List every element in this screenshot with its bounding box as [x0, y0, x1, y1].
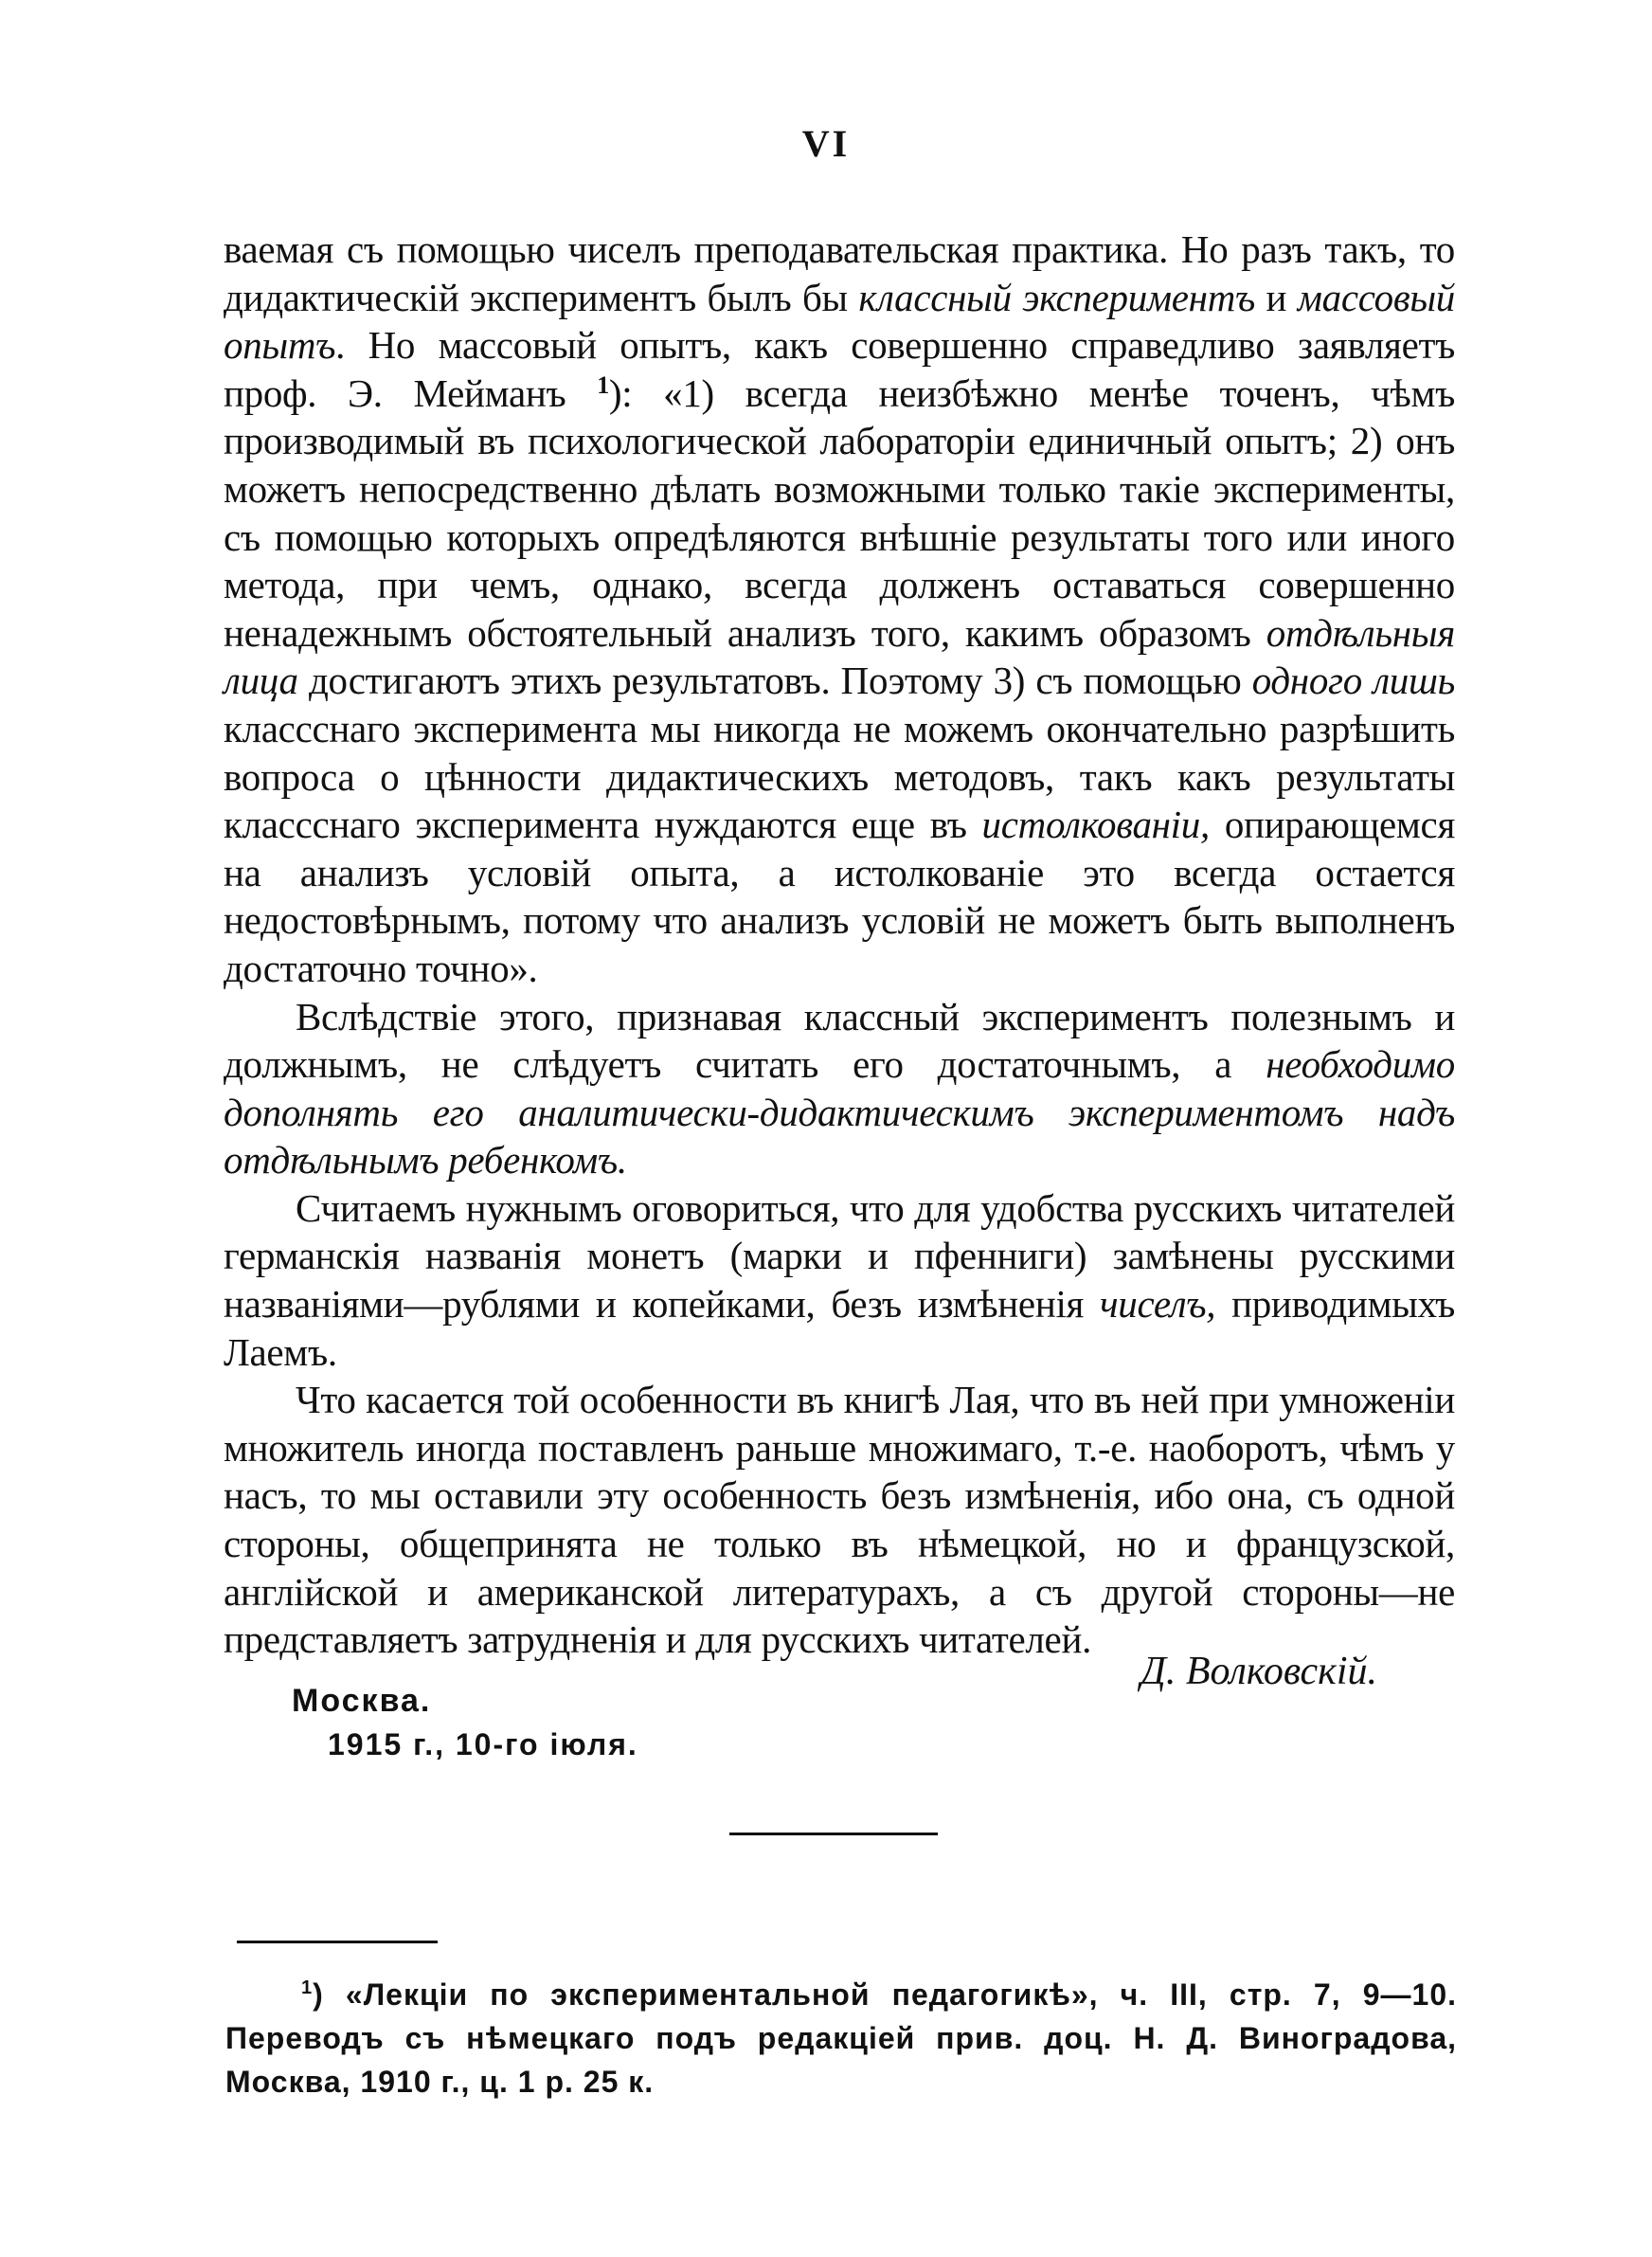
text-run: достигаютъ этихъ результатовъ. Поэтому 3) съ помощью: [297, 659, 1252, 703]
text-run: ): «1) всегда неизбѣжно менѣе точенъ, чѣмъ производимый въ психологической лабораторіи единичный опытъ; 2) онъ можетъ непосредственно дѣлать возможными только такіе эксперименты, съ помощью которыхъ опредѣляются внѣшніе результаты того или иного метода, при чемъ, однако, всегда долженъ оставаться совершенно ненадежнымъ обстоятельный анализъ того, какимъ образомъ: [224, 370, 1455, 655]
italic-run: классный экспериментъ: [858, 275, 1255, 319]
text-run: Вслѣдствіе этого, признавая классный экспериментъ полезнымъ и должнымъ, не слѣдуетъ считать его достаточнымъ, а: [224, 994, 1455, 1087]
italic-run: одного лишь: [1251, 659, 1455, 703]
paragraph-continuation: [224, 226, 1455, 993]
italic-run: отдѣльныя лица: [224, 610, 1455, 703]
closing-date: 1915 г., 10-го іюля.: [328, 1727, 638, 1761]
body-text: [224, 226, 1455, 1664]
footnote-text: [225, 1973, 1457, 2104]
footnote-reference: 1: [597, 370, 609, 399]
signature: Д. Волковскій.: [1140, 1650, 1377, 1693]
text-run: опирающемся на анализъ условій опыта, а истолкованіе это всегда остается недостовѣрнымъ, потому что анализъ условій не можетъ быть выполненъ достаточно точно».: [224, 803, 1455, 990]
italic-run: необходимо дополнять его аналитически-дидактическимъ экспериментомъ надъ отдѣльнымъ ребенкомъ.: [224, 1042, 1455, 1183]
section-divider: [729, 1833, 938, 1835]
footnote-marker: 1: [301, 1977, 314, 1998]
text-run: приводимыхъ Лаемъ.: [224, 1282, 1455, 1374]
paragraph-conclusion: [224, 993, 1455, 1184]
footnote-divider: [237, 1941, 438, 1943]
page-number: VI: [801, 122, 851, 165]
text-run: классснаго эксперимента мы никогда не можемъ окончательно разрѣшить вопроса о цѣнности дидактическихъ методовъ, такъ какъ результаты классснаго эксперимента нуждаются еще въ: [224, 706, 1455, 847]
paragraph-currency-note: [224, 1184, 1455, 1376]
closing-place: Москва.: [292, 1683, 432, 1719]
paragraph-multiplication-note: Что касается той особенности въ книгѣ Лая, что въ ней при умноженіи множитель иногда поставленъ раньше множимаго, т.-е. наоборотъ, чѣмъ у насъ, то мы оставили эту особенность безъ измѣненія, ибо она, съ одной стороны, общепринята не только въ нѣмецкой, но и французской, англійской и американской литературахъ, а съ другой стороны—не представляетъ затрудненія и для русскихъ читателей.: [224, 1378, 1455, 1662]
footnote: [225, 1973, 1457, 2104]
text-run: и: [1254, 275, 1298, 319]
italic-run: чиселъ,: [1100, 1282, 1216, 1327]
text-run: Считаемъ нужнымъ оговориться, что для удобства русскихъ читателей германскія названія монетъ (марки и пфенниги) замѣнены русскими названіями—рублями и копейками, безъ измѣненія: [224, 1185, 1455, 1327]
text-run: . Но массовый опытъ, какъ совершенно справедливо заявляетъ проф. Э. Мейманъ: [224, 323, 1455, 415]
text-run: ваемая съ помощью чиселъ преподавательская практика. Но разъ такъ, то дидактическій экспериментъ былъ бы: [224, 227, 1455, 319]
italic-run: массовый опытъ: [224, 275, 1455, 368]
italic-run: истолкованіи,: [981, 803, 1210, 847]
footnote-body: ) «Лекціи по экспериментальной педагогикѣ», ч. III, стр. 7, 9—10. Переводъ съ нѣмецкаго подъ редакціей прив. доц. Н. Д. Виноградова, Москва, 1910 г., ц. 1 р. 25 к.: [225, 1977, 1457, 2099]
